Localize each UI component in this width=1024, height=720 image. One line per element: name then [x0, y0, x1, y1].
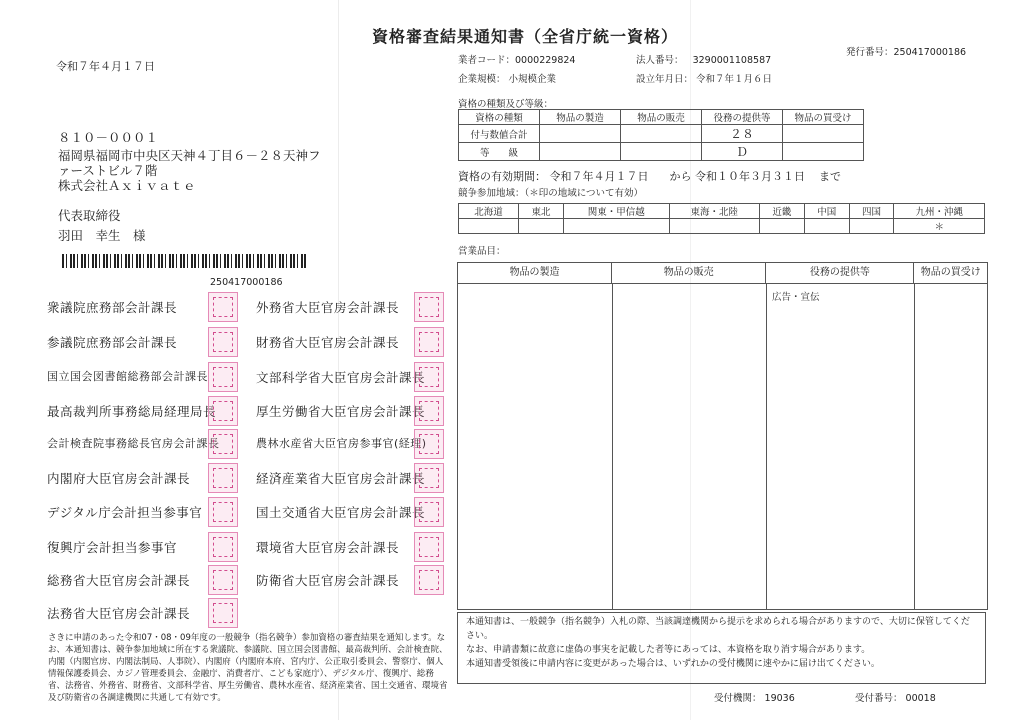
grade-cell	[621, 143, 702, 161]
items-divider	[766, 283, 767, 609]
grade-header: 物品の買受け	[783, 110, 864, 125]
established-date: 設立年月日： 令和７年１月６日	[636, 74, 773, 85]
department-left: 会計検査院事務総長官房会計課長	[47, 437, 220, 450]
department-right: 財務省大臣官房会計課長	[256, 335, 400, 350]
department-left: 国立国会図書館総務部会計課長	[47, 370, 208, 383]
region-name: 近畿	[759, 204, 804, 219]
postal-code: ８１０－０００１	[58, 130, 159, 145]
notice-box	[457, 612, 986, 684]
region-mark	[849, 219, 894, 234]
seal-stamp	[208, 463, 238, 493]
seal-stamp	[414, 497, 444, 527]
seal-stamp	[414, 292, 444, 322]
region-mark: ＊	[894, 219, 985, 234]
issue-date: 令和７年４月１７日	[56, 60, 155, 73]
seal-stamp	[208, 497, 238, 527]
region-table	[458, 203, 985, 234]
notice-line: なお、申請書類に故意に虚偽の事実を記載した者等にあっては、本資格を取り消す場合があります。	[466, 645, 871, 655]
grade-header: 物品の製造	[540, 110, 621, 125]
seal-stamp	[208, 532, 238, 562]
department-right: 文部科学省大臣官房会計課長	[256, 370, 426, 385]
notice-line: 本通知書は、一般競争（指名競争）入札の際、当該調達機関から提示を求められる場合がありますので、大切に保管してください。	[466, 617, 970, 641]
footnote: さきに申請のあった令和07・08・09年度の一般競争（指名競争）参加資格の審査結果を通知します。なお、本通知書は、競争参加地域に所在する衆議院、参議院、国立国会図書館、最高裁判所、会計検査院、内閣（内閣官房、内閣法制局、人事院）、内閣府（内閣府本府、宮内庁、公正取引委員会、警察庁、個人情報保護委員会、カジノ管理委員会、金融庁、消費者庁、こども家庭庁）、デジタル庁、復興庁、総務省、法務省、外務省、財務省、文部科学省、厚生労働省、農林水産省、経済産業省、国土交通省、環境省及び防衛省の各調達機関に共通して有効です。	[48, 633, 448, 703]
grade-cell	[621, 125, 702, 143]
grade-table	[458, 109, 864, 161]
grade-header: 資格の種類	[459, 110, 540, 125]
department-right: 経済産業省大臣官房会計課長	[256, 471, 426, 486]
department-right: 防衛省大臣官房会計課長	[256, 573, 400, 588]
items-header: 物品の製造	[458, 263, 612, 283]
notice-line: 本通知書受領後に申請内容に変更があった場合は、いずれかの受付機関に速やかに届け出てください。	[466, 659, 880, 669]
region-name: 中国	[804, 204, 849, 219]
seal-stamp	[208, 327, 238, 357]
seal-stamp	[208, 598, 238, 628]
department-right: 農林水産省大臣官房参事官(経理)	[256, 437, 427, 450]
region-mark	[519, 219, 564, 234]
department-left: 内閣府大臣官房会計課長	[47, 471, 191, 486]
grade-cell: Ｄ	[702, 143, 783, 161]
region-name: 四国	[849, 204, 894, 219]
items-header: 物品の買受け	[920, 267, 981, 278]
grade-row-label: 等 級	[459, 143, 540, 161]
region-name: 関東・甲信越	[563, 204, 669, 219]
seal-stamp	[208, 362, 238, 392]
validity-period: 資格の有効期間： 令和７年４月１７日 から 令和１０年３月３１日 まで	[458, 170, 841, 183]
department-right: 厚生労働省大臣官房会計課長	[256, 404, 426, 419]
grade-header: 物品の販売	[621, 110, 702, 125]
grade-row-label: 付与数値合計	[459, 125, 540, 143]
region-name: 東北	[519, 204, 564, 219]
grade-header: 役務の提供等	[702, 110, 783, 125]
reception-number: 受付番号： 00018	[855, 693, 936, 704]
seal-stamp	[208, 565, 238, 595]
department-left: 最高裁判所事務総局経理局長	[47, 404, 217, 419]
items-header: 物品の販売	[612, 263, 766, 283]
address-line1: 福岡県福岡市中央区天神４丁目６－２８天神フ	[58, 148, 321, 163]
company-name: 株式会社Ａｘｉｖａｔｅ	[58, 178, 196, 193]
department-right: 外務省大臣官房会計課長	[256, 300, 400, 315]
seal-stamp	[414, 429, 444, 459]
region-mark	[804, 219, 849, 234]
service-item: 広告・宣伝	[772, 292, 820, 303]
grade-cell: ２８	[702, 125, 783, 143]
document-title: 資格審査結果通知書（全省庁統一資格）	[372, 27, 679, 46]
region-mark	[563, 219, 669, 234]
barcode-number: 250417000186	[210, 277, 283, 288]
items-header: 役務の提供等	[766, 263, 914, 283]
region-name: 九州・沖縄	[894, 204, 985, 219]
business-code: 業者コード：0000229824	[458, 55, 576, 66]
region-mark	[669, 219, 759, 234]
department-left: 参議院庶務部会計課長	[47, 335, 178, 350]
issue-number: 発行番号：250417000186	[846, 47, 967, 58]
seal-stamp	[414, 396, 444, 426]
items-table	[457, 262, 988, 610]
address-line2: ァーストビル７階	[58, 163, 158, 178]
seal-stamp	[208, 429, 238, 459]
corp-number: 法人番号： 3290001108587	[636, 55, 772, 66]
items-divider	[612, 283, 613, 609]
company-scale: 企業規模： 小規模企業	[458, 74, 557, 85]
reception-agency: 受付機関： 19036	[714, 693, 795, 704]
seal-stamp	[414, 565, 444, 595]
region-name: 北海道	[459, 204, 519, 219]
region-mark	[459, 219, 519, 234]
department-left: 衆議院庶務部会計課長	[47, 300, 178, 315]
items-label: 営業品目：	[458, 246, 506, 257]
department-left: 復興庁会計担当参事官	[47, 540, 178, 555]
department-left: デジタル庁会計担当参事官	[47, 505, 203, 520]
grade-cell	[540, 143, 621, 161]
recipient-title: 代表取締役	[58, 208, 121, 223]
seal-stamp	[414, 327, 444, 357]
department-right: 国土交通省大臣官房会計課長	[256, 505, 426, 520]
recipient-name: 羽田 幸生 様	[58, 228, 146, 243]
seal-stamp	[414, 362, 444, 392]
barcode	[62, 254, 308, 268]
department-left: 法務省大臣官房会計課長	[47, 606, 191, 621]
grade-cell	[540, 125, 621, 143]
seal-stamp	[208, 292, 238, 322]
region-name: 東海・北陸	[669, 204, 759, 219]
department-right: 環境省大臣官房会計課長	[256, 540, 400, 555]
department-left: 総務省大臣官房会計課長	[47, 573, 191, 588]
region-label: 競争参加地域：（＊印の地域について有効）	[458, 188, 644, 199]
region-mark	[759, 219, 804, 234]
seal-stamp	[414, 463, 444, 493]
seal-stamp	[208, 396, 238, 426]
grade-cell	[783, 125, 864, 143]
seal-stamp	[414, 532, 444, 562]
items-divider	[914, 283, 915, 609]
grade-section-label: 資格の種類及び等級：	[458, 99, 554, 110]
grade-cell	[783, 143, 864, 161]
